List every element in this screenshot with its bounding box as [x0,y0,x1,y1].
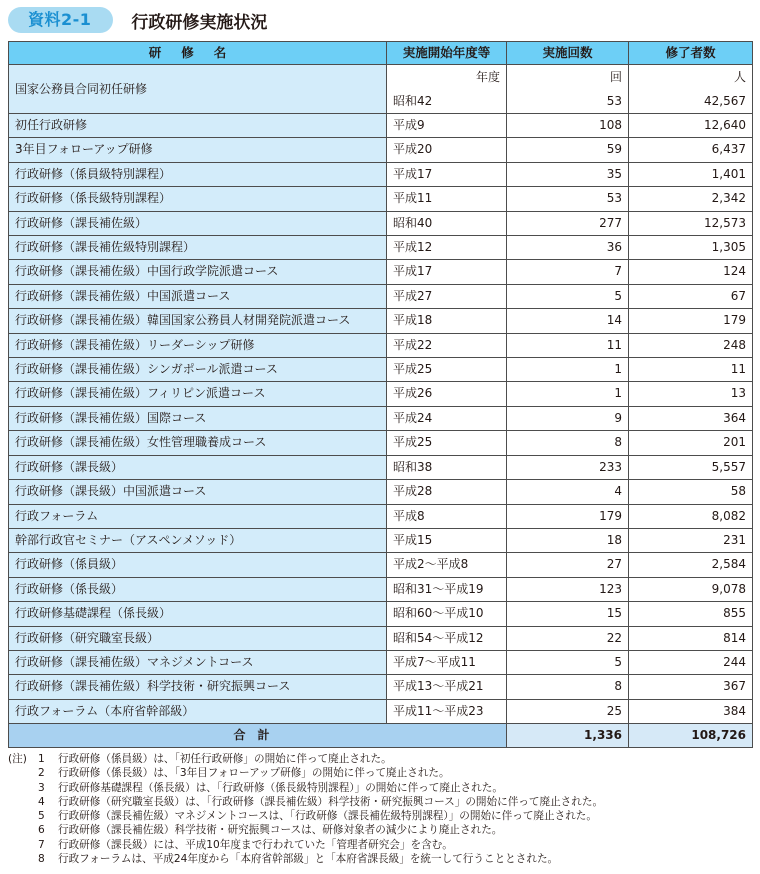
training-name-cell: 国家公務員合同初任研修 [9,65,387,114]
training-name-cell: 行政研修（研究職室長級） [9,626,387,650]
column-header-name: 研修名 [9,42,387,65]
completed-cell: 2,584 [629,553,753,577]
count-cell: 53 [507,89,629,114]
table-row [9,480,753,504]
footnote-number: 6 [38,824,45,837]
start-year-cell: 平成20 [387,138,507,162]
footnote-item [8,766,752,780]
completed-cell: 364 [629,406,753,430]
start-year-cell: 昭和54〜平成12 [387,626,507,650]
training-name-cell: 行政研修（係長級特別課程） [9,187,387,211]
count-cell: 179 [507,504,629,528]
completed-cell: 67 [629,284,753,308]
start-year-cell: 昭和38 [387,455,507,479]
footnote-prefix [8,766,38,780]
start-year-cell: 平成28 [387,480,507,504]
footnote-number: 2 [38,767,45,780]
count-cell: 9 [507,406,629,430]
table-row [9,455,753,479]
footnote-number: 4 [38,795,45,808]
document-title: 行政研修実施状況 [131,12,268,33]
start-year-cell: 平成11 [387,187,507,211]
start-year-cell: 平成8 [387,504,507,528]
start-year-cell: 平成22 [387,333,507,357]
footnote-prefix [8,809,38,823]
footnote-number: 3 [38,781,45,794]
completed-cell: 855 [629,602,753,626]
count-cell: 233 [507,455,629,479]
training-name-cell: 行政研修（課長補佐級）シンガポール派遣コース [9,358,387,382]
footnote-text: 行政研修（課長補佐級）科学技術・研究振興コースは、研修対象者の減少により廃止された。 [58,824,503,837]
start-year-cell: 昭和42 [387,89,507,114]
footnote-text: 行政フォーラムは、平成24年度から「本府省幹部級」と「本府省課長級」を統一して行うこととされた。 [58,853,559,866]
training-name-cell: 行政研修（課長補佐級）中国行政学院派遣コース [9,260,387,284]
completed-cell: 367 [629,675,753,699]
footnote-item [8,823,752,837]
column-header-completed: 修了者数 [629,42,753,65]
footnote-item [8,838,752,852]
training-name-cell: 行政研修基礎課程（係長級） [9,602,387,626]
table-row [9,358,753,382]
count-cell: 7 [507,260,629,284]
start-year-cell: 平成12 [387,236,507,260]
total-row [9,724,753,748]
completed-cell: 201 [629,431,753,455]
count-cell: 1 [507,358,629,382]
count-cell: 277 [507,211,629,235]
training-name-cell: 行政研修（課長級） [9,455,387,479]
training-name-cell: 行政研修（課長補佐級）韓国国家公務員人材開発院派遣コース [9,309,387,333]
table-row [9,626,753,650]
training-name-cell: 行政研修（課長補佐級）マネジメントコース [9,650,387,674]
completed-cell: 179 [629,309,753,333]
table-row [9,553,753,577]
start-year-cell: 平成7〜平成11 [387,650,507,674]
training-name-cell: 行政研修（課長補佐級）科学技術・研究振興コース [9,675,387,699]
training-name-cell: 初任行政研修 [9,114,387,138]
completed-cell: 13 [629,382,753,406]
column-header-count: 実施回数 [507,42,629,65]
start-year-cell: 平成9 [387,114,507,138]
table-row [9,431,753,455]
footnote-item [8,752,752,766]
table-row [9,528,753,552]
completed-cell: 9,078 [629,577,753,601]
training-name-cell: 行政フォーラム（本府省幹部級） [9,699,387,723]
start-year-cell: 平成2〜平成8 [387,553,507,577]
start-year-cell: 平成15 [387,528,507,552]
completed-cell: 5,557 [629,455,753,479]
training-name-cell: 行政研修（係員級特別課程） [9,162,387,186]
count-cell: 123 [507,577,629,601]
start-year-cell: 平成27 [387,284,507,308]
footnote-text: 行政研修基礎課程（係長級）は、「行政研修（係長級特別課程）」の開始に伴って廃止された。 [58,781,503,794]
table-row [9,187,753,211]
start-year-cell: 平成13〜平成21 [387,675,507,699]
table-row [9,162,753,186]
footnote-item [8,781,752,795]
start-year-cell: 平成17 [387,162,507,186]
table-row [9,284,753,308]
training-name-cell: 行政研修（課長補佐級） [9,211,387,235]
count-cell: 4 [507,480,629,504]
count-cell: 5 [507,284,629,308]
table-row [9,211,753,235]
footnote-number: 5 [38,810,45,823]
total-label: 合計 [9,724,507,748]
training-name-cell: 行政研修（課長補佐級特別課程） [9,236,387,260]
table-row [9,114,753,138]
count-cell: 59 [507,138,629,162]
footnote-item [8,795,752,809]
completed-cell: 124 [629,260,753,284]
start-year-cell: 平成25 [387,358,507,382]
footnote-prefix [8,795,38,809]
completed-cell: 11 [629,358,753,382]
footnote-item [8,852,752,866]
table-row [9,309,753,333]
document-header [8,6,267,34]
count-cell: 8 [507,675,629,699]
training-name-cell: 幹部行政官セミナー（アスペンメソッド） [9,528,387,552]
footnote-number: 8 [38,853,45,866]
start-year-cell: 平成25 [387,431,507,455]
footnote-prefix [8,852,38,866]
table-row [9,675,753,699]
footnote-prefix: (注) [8,753,27,765]
start-year-cell: 平成18 [387,309,507,333]
count-cell: 5 [507,650,629,674]
start-year-cell: 平成11〜平成23 [387,699,507,723]
start-year-cell: 平成24 [387,406,507,430]
unit-total: 人 [629,65,753,90]
completed-cell: 244 [629,650,753,674]
completed-cell: 6,437 [629,138,753,162]
start-year-cell: 平成26 [387,382,507,406]
count-cell: 22 [507,626,629,650]
footnote-text: 行政研修（研究職室長級）は、「行政研修（課長補佐級）科学技術・研究振興コース」の開始に伴って廃止された。 [58,795,604,808]
completed-cell: 12,573 [629,211,753,235]
count-cell: 36 [507,236,629,260]
completed-cell: 231 [629,528,753,552]
count-cell: 18 [507,528,629,552]
footnote-number: 1 [38,753,45,765]
completed-cell: 814 [629,626,753,650]
table-row [9,236,753,260]
table-row [9,382,753,406]
completed-cell: 1,305 [629,236,753,260]
count-cell: 14 [507,309,629,333]
count-cell: 108 [507,114,629,138]
footnote-text: 行政研修（課長補佐級）マネジメントコースは、「行政研修（課長補佐級特別課程）」の開始に伴って廃止された。 [58,810,597,823]
table-header-row [9,42,753,65]
table-row [9,260,753,284]
training-name-cell: 行政研修（課長補佐級）中国派遣コース [9,284,387,308]
start-year-cell: 昭和40 [387,211,507,235]
count-cell: 25 [507,699,629,723]
table-row [9,65,753,90]
completed-cell: 384 [629,699,753,723]
footnote-text: 行政研修（課長級）には、平成10年度まで行われていた「管理者研究会」を含む。 [58,838,453,851]
training-name-cell: 行政研修（課長補佐級）フィリピン派遣コース [9,382,387,406]
completed-cell: 8,082 [629,504,753,528]
count-cell: 8 [507,431,629,455]
training-name-cell: 行政研修（課長級）中国派遣コース [9,480,387,504]
start-year-cell: 昭和31〜平成19 [387,577,507,601]
table-row [9,577,753,601]
completed-cell: 248 [629,333,753,357]
training-name-cell: 行政研修（係員級） [9,553,387,577]
column-header-start-year: 実施開始年度等 [387,42,507,65]
start-year-cell: 平成17 [387,260,507,284]
count-cell: 15 [507,602,629,626]
table-row [9,650,753,674]
total-completed: 108,726 [629,724,753,748]
footnote-text: 行政研修（係員級）は、「初任行政研修」の開始に伴って廃止された。 [58,753,392,765]
training-name-cell: 行政研修（係長級） [9,577,387,601]
completed-cell: 12,640 [629,114,753,138]
count-cell: 35 [507,162,629,186]
completed-cell: 58 [629,480,753,504]
footnote-prefix [8,781,38,795]
table-row [9,138,753,162]
table-row [9,406,753,430]
completed-cell: 1,401 [629,162,753,186]
completed-cell: 2,342 [629,187,753,211]
document-number-badge: 資料2-1 [8,7,113,33]
footnote-number: 7 [38,838,45,851]
footnote-text: 行政研修（係長級）は、「3年目フォローアップ研修」の開始に伴って廃止された。 [58,767,450,780]
count-cell: 1 [507,382,629,406]
training-name-cell: 行政フォーラム [9,504,387,528]
table-row [9,333,753,357]
training-name-cell: 行政研修（課長補佐級）国際コース [9,406,387,430]
count-cell: 27 [507,553,629,577]
count-cell: 53 [507,187,629,211]
count-cell: 11 [507,333,629,357]
training-name-cell: 3年目フォローアップ研修 [9,138,387,162]
training-status-table [8,41,753,748]
total-count: 1,336 [507,724,629,748]
unit-year: 年度 [387,65,507,90]
start-year-cell: 昭和60〜平成10 [387,602,507,626]
training-name-cell: 行政研修（課長補佐級）リーダーシップ研修 [9,333,387,357]
training-name-cell: 行政研修（課長補佐級）女性管理職養成コース [9,431,387,455]
footnote-prefix [8,838,38,852]
table-row [9,504,753,528]
unit-count: 回 [507,65,629,90]
footnote-prefix [8,823,38,837]
completed-cell: 42,567 [629,89,753,114]
footnote-item [8,809,752,823]
table-row [9,602,753,626]
table-row [9,699,753,723]
footnotes [8,752,752,866]
